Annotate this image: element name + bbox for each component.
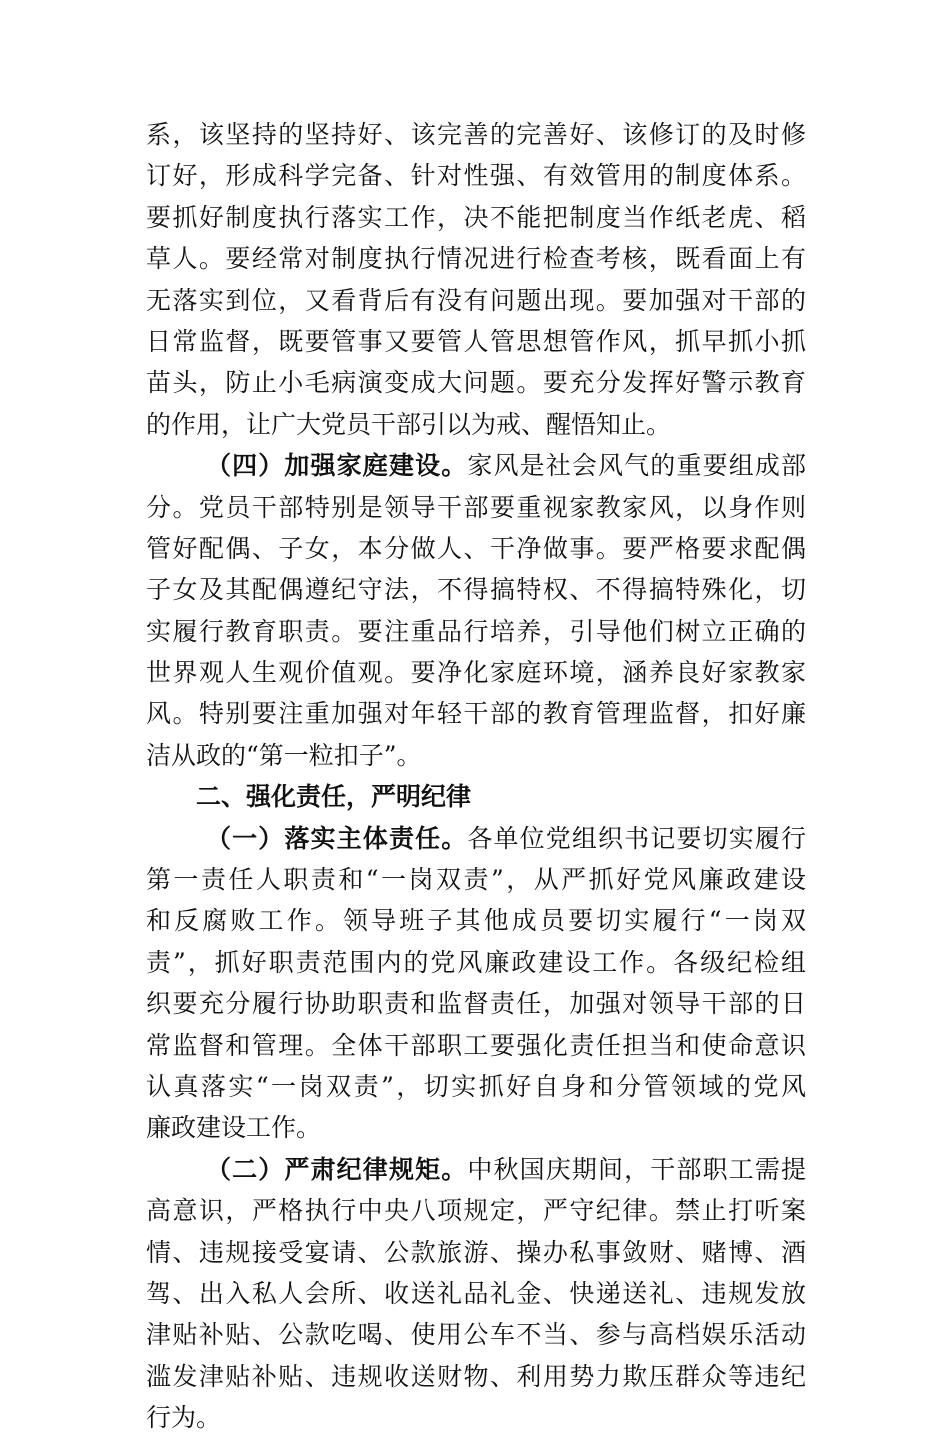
text-line: 风。特别要注重加强对年轻干部的教育管理监督，扣好廉 xyxy=(146,699,806,729)
text-line: 常监督和管理。全体干部职工要强化责任担当和使命意识 xyxy=(146,1030,806,1060)
text-line: 认真落实“一岗双责”，切实抓好自身和分管领域的党风 xyxy=(146,1071,806,1101)
text-line: 洁从政的“第一粒扣子”。 xyxy=(146,740,422,770)
text-line: 世界观人生观价值观。要净化家庭环境，涵养良好家教家 xyxy=(146,658,806,688)
text-line: 织要充分履行协助职责和监督责任，加强对领导干部的日 xyxy=(146,989,806,1019)
text-line: 行为。 xyxy=(146,1403,222,1433)
text-line: 的作用，让广大党员干部引以为戒、醒悟知止。 xyxy=(146,409,672,439)
text-line: 无落实到位，又看背后有没有问题出现。要加强对干部的 xyxy=(146,285,806,315)
text-line: 订好，形成科学完备、针对性强、有效管用的制度体系。 xyxy=(146,161,806,191)
subsection-lead: （二）严肃纪律规矩。 xyxy=(206,1154,468,1184)
text-run: 家风是社会风气的重要组成部 xyxy=(467,451,806,481)
text-line: 高意识，严格执行中央八项规定，严守纪律。禁止打听案 xyxy=(146,1196,806,1226)
text-line: 系，该坚持的坚持好、该完善的完善好、该修订的及时修 xyxy=(146,120,806,149)
text-line: 和反腐败工作。领导班子其他成员要切实履行“一岗双 xyxy=(146,906,806,936)
text-line: 情、违规接受宴请、公款旅游、操办私事敛财、赌博、酒 xyxy=(146,1237,806,1267)
text-line: 苗头，防止小毛病演变成大问题。要充分发挥好警示教育 xyxy=(146,368,806,398)
text-line: 责”，抓好职责范围内的党风廉政建设工作。各级纪检组 xyxy=(146,947,806,977)
paragraph-first-line xyxy=(146,818,806,859)
text-line: 驾、出入私人会所、收送礼品礼金、快递送礼、违规发放 xyxy=(146,1278,806,1308)
text-line: 日常监督，既要管事又要管人管思想管作风，抓早抓小抓 xyxy=(146,326,806,356)
paragraph-family-building xyxy=(146,445,806,776)
text-line: 实履行教育职责。要注重品行培养，引导他们树立正确的 xyxy=(146,616,806,646)
text-line: 津贴补贴、公款吃喝、使用公车不当、参与高档娱乐活动 xyxy=(146,1320,806,1350)
paragraph-continuation xyxy=(146,114,806,445)
document-page xyxy=(146,114,806,1439)
subsection-lead: （四）加强家庭建设。 xyxy=(206,451,468,481)
text-line: 子女及其配偶遵纪守法，不得搞特权、不得搞特殊化，切 xyxy=(146,575,806,605)
paragraph-discipline-rules xyxy=(146,1149,806,1439)
text-run: 各单位党组织书记要切实履行 xyxy=(467,823,806,853)
text-line: 管好配偶、子女，本分做人、干净做事。要严格要求配偶 xyxy=(146,533,806,563)
text-line: 分。党员干部特别是领导干部要重视家教家风，以身作则 xyxy=(146,492,806,522)
section-heading: 二、强化责任，严明纪律 xyxy=(196,782,472,812)
paragraph-main-responsibility xyxy=(146,818,806,1149)
paragraph-first-line xyxy=(146,1149,806,1190)
text-line: 草人。要经常对制度执行情况进行检查考核，既看面上有 xyxy=(146,244,806,274)
paragraph-first-line xyxy=(146,445,806,486)
subsection-lead: （一）落实主体责任。 xyxy=(206,823,468,853)
text-line: 廉政建设工作。 xyxy=(146,1113,322,1143)
text-line: 第一责任人职责和“一岗双责”，从严抓好党风廉政建设 xyxy=(146,865,806,895)
text-line: 滥发津贴补贴、违规收送财物、利用势力欺压群众等违纪 xyxy=(146,1361,806,1391)
text-run: 中秋国庆期间，干部职工需提 xyxy=(467,1154,806,1184)
text-line: 要抓好制度执行落实工作，决不能把制度当作纸老虎、稻 xyxy=(146,202,806,232)
